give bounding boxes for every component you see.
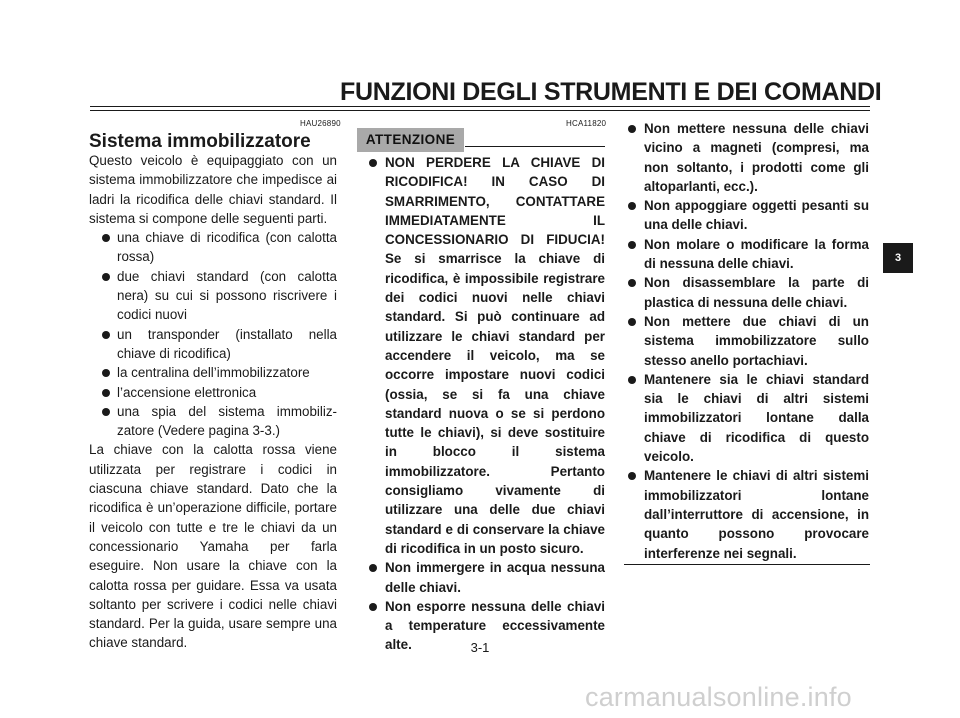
- page-number: 3-1: [470, 640, 490, 655]
- column-left: [89, 151, 337, 653]
- page-header-title: FUNZIONI DEGLI STRUMENTI E DEI COMANDI: [340, 78, 882, 106]
- bullet-icon: [102, 408, 110, 416]
- caution-item: Non immergere in acqua nessuna delle chiavi.: [365, 558, 605, 597]
- intro-paragraph: Questo veicolo è equipaggiato con un sistema immobilizzatore che impedisce ai ladri la ricodifica delle chiavi standard. Il sistema si compone delle seguenti parti.: [89, 153, 337, 226]
- section-title: Sistema immobilizzatore: [89, 131, 311, 152]
- list-item: due chiavi standard (con calotta nera) su cui si possono riscrivere i codici nuovi: [89, 267, 337, 325]
- caution-item: Non esporre nessuna delle chiavi a temperature eccessivamente alte.: [365, 597, 605, 655]
- list-item: un transponder (installato nella chiave di ricodifica): [89, 325, 337, 364]
- body-paragraph: La chiave con la calotta rossa viene utilizzata per registrare i codici in ciascuna chiave standard. Dato che la ricodifica è un’operazione difficile, portare il veicolo con tutte e tre le chiavi da un concessionario Yamaha per farla eseguire. Non usare la chiave con la calotta rossa per guidare. Essa va usata soltanto per scrivere i codici nelle chiavi standard. Per la guida, usare sempre una chiave standard.: [89, 442, 337, 651]
- list-item: la centralina dell’immobilizzatore: [89, 363, 337, 382]
- caution-label: ATTENZIONE: [357, 128, 464, 152]
- watermark: carmanualsonline.info: [585, 682, 852, 712]
- bullet-icon: [369, 159, 377, 167]
- bullet-icon: [628, 472, 636, 480]
- caution-item: NON PERDERE LA CHIAVE DI RICODIFICA! IN CASO DI SMARRIMENTO, CONTATTARE IMMEDIATAMENTE IL CONCESSIONARIO DI FIDUCIA! Se si smarrisce la chiave di ricodifica, è impossibile registrare dei codici nuovi nelle chiavi standard. Si può continuare ad utilizzare le chiavi standard per accendere il veicolo, ma se occorre impostare nuovi codici (ossia, se si fa una chiave standard nuova o se si perdono tutte le chiavi), si deve sostituire in blocco il sistema immobilizzatore. Pertanto consigliamo vivamente di utilizzare una delle due chiavi standard e di conservare la chiave di ricodifica in un posto sicuro.: [365, 153, 605, 558]
- caution-item: Mantenere le chiavi di altri sistemi immobilizzatori lontane dall’interruttore di accensione, in quanto possono provocare interferenze nei segnali.: [624, 466, 869, 562]
- bullet-icon: [628, 376, 636, 384]
- bullet-icon: [628, 125, 636, 133]
- bullet-icon: [628, 318, 636, 326]
- caution-end-rule: [624, 564, 870, 565]
- caution-code: HCA11820: [566, 119, 607, 128]
- section-code: HAU26890: [300, 119, 341, 128]
- bullet-icon: [628, 279, 636, 287]
- caution-item: Non appoggiare oggetti pesanti su una delle chiavi.: [624, 196, 869, 235]
- bullet-icon: [102, 369, 110, 377]
- bullet-icon: [102, 273, 110, 281]
- bullet-icon: [369, 603, 377, 611]
- parts-list: [89, 228, 337, 440]
- list-item: una chiave di ricodifica (con calotta rossa): [89, 228, 337, 267]
- bullet-icon: [102, 389, 110, 397]
- caution-column-middle: [365, 153, 605, 655]
- caution-item: Non molare o modificare la forma di nessuna delle chiavi.: [624, 235, 869, 274]
- caution-item: Mantenere sia le chiavi standard sia le chiavi di altri sistemi immobilizzatori lontane dalla chiave di ricodifica di questo veicolo.: [624, 370, 869, 466]
- list-item: l’accensione elettronica: [89, 383, 337, 402]
- caution-rule: [465, 146, 605, 147]
- bullet-icon: [369, 564, 377, 572]
- bullet-icon: [102, 331, 110, 339]
- caution-column-right: [624, 119, 869, 563]
- chapter-tab: 3: [883, 243, 913, 273]
- bullet-icon: [102, 234, 110, 242]
- caution-item: Non mettere due chiavi di un sistema immobilizzatore sullo stesso anello portachiavi.: [624, 312, 869, 370]
- bullet-icon: [628, 202, 636, 210]
- bullet-icon: [628, 241, 636, 249]
- list-item: una spia del sistema immobiliz-zatore (Vedere pagina 3-3.): [89, 402, 337, 441]
- caution-item: Non mettere nessuna delle chiavi vicino a magneti (compresi, ma non soltanto, i prodotti come gli altoparlanti, ecc.).: [624, 119, 869, 196]
- header-divider: [90, 106, 870, 111]
- caution-item: Non disassemblare la parte di plastica di nessuna delle chiavi.: [624, 273, 869, 312]
